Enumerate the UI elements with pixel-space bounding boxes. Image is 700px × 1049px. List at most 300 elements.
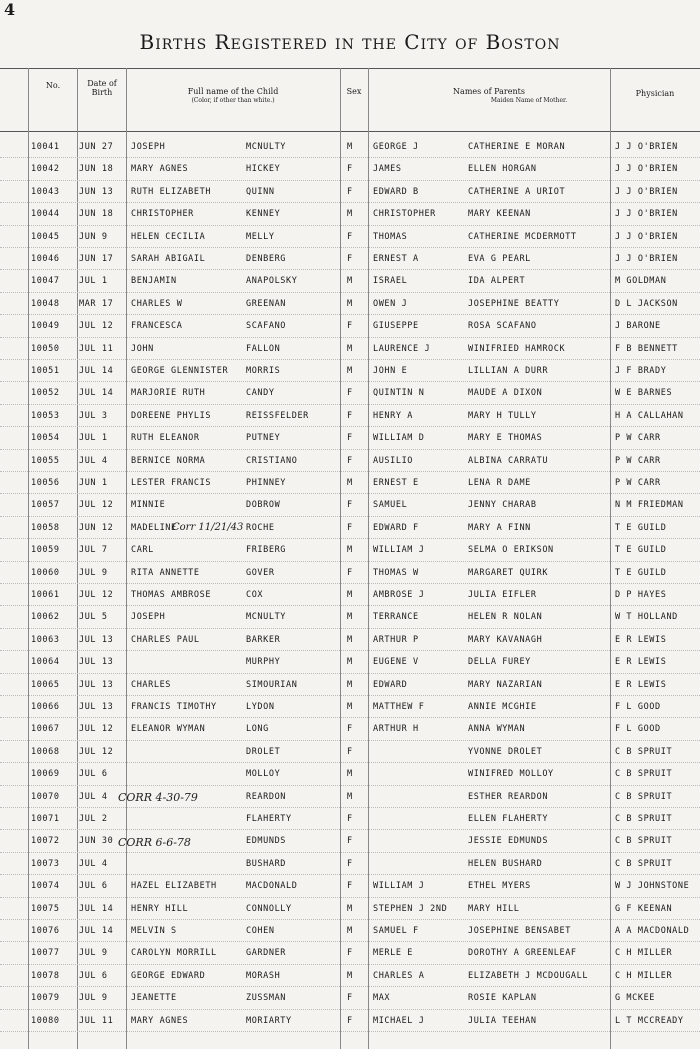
birth-date: JUL 6 bbox=[79, 970, 108, 981]
child-surname: MACDONALD bbox=[246, 881, 298, 892]
child-given-name: GEORGE GLENNISTER bbox=[131, 366, 229, 376]
child-sex: M bbox=[347, 791, 353, 802]
table-row bbox=[0, 874, 700, 897]
child-surname: QUINN bbox=[246, 186, 275, 197]
birth-date: JUL 13 bbox=[79, 657, 114, 668]
birth-date: JUL 4 bbox=[79, 791, 108, 802]
child-sex: F bbox=[347, 993, 353, 1004]
birth-date: JUL 9 bbox=[79, 993, 108, 1004]
child-sex: F bbox=[347, 254, 353, 264]
birth-date: JUL 1 bbox=[79, 433, 108, 444]
child-given-name: CAROLYN MORRILL bbox=[131, 948, 217, 959]
mother-maiden-name: WINIFRIED HAMROCK bbox=[468, 343, 566, 354]
birth-date: JUN 30 bbox=[79, 836, 114, 847]
table-row bbox=[0, 897, 700, 920]
child-sex: M bbox=[347, 769, 353, 780]
physician-name: H A CALLAHAN bbox=[615, 410, 684, 421]
header-parents bbox=[368, 69, 610, 131]
record-number: 10066 bbox=[31, 702, 60, 712]
child-sex: F bbox=[347, 321, 353, 332]
table-row bbox=[0, 1009, 700, 1032]
father-name: THOMAS bbox=[373, 231, 408, 242]
father-name: EDWARD B bbox=[373, 186, 419, 197]
child-sex: M bbox=[347, 209, 353, 220]
physician-name: F L GOOD bbox=[615, 724, 661, 735]
physician-name: P W CARR bbox=[615, 433, 661, 444]
physician-name: D P HAYES bbox=[615, 590, 667, 600]
child-surname: SIMOURIAN bbox=[246, 679, 298, 690]
correction-note-10070: CORR 4-30-79 bbox=[118, 791, 198, 804]
father-name: ARTHUR H bbox=[373, 724, 419, 735]
birth-date: JUL 13 bbox=[79, 679, 114, 690]
physician-name: C B SPRUIT bbox=[615, 769, 673, 780]
record-number: 10077 bbox=[31, 948, 60, 959]
physician-name: G F KEENAN bbox=[615, 903, 673, 914]
mother-maiden-name: JOSEPHINE BENSABET bbox=[468, 926, 571, 936]
table-row bbox=[0, 225, 700, 248]
physician-name: C B SPRUIT bbox=[615, 814, 673, 824]
child-given-name: MARY AGNES bbox=[131, 164, 189, 175]
birth-date: JUL 11 bbox=[79, 343, 114, 354]
father-name: MICHAEL J bbox=[373, 1015, 425, 1026]
child-given-name: RITA ANNETTE bbox=[131, 567, 200, 578]
header-child-line2: (Color, if other than white.) bbox=[191, 97, 275, 104]
child-given-name: THOMAS AMBROSE bbox=[131, 590, 212, 600]
table-row bbox=[0, 986, 700, 1009]
table-row bbox=[0, 717, 700, 740]
child-given-name: MELVIN S bbox=[131, 926, 177, 936]
table-row bbox=[0, 314, 700, 337]
father-name: ARTHUR P bbox=[373, 634, 419, 645]
mother-maiden-name: ANNIE MCGHIE bbox=[468, 702, 537, 712]
child-sex: M bbox=[347, 970, 353, 981]
child-given-name: LESTER FRANCIS bbox=[131, 478, 212, 488]
birth-date: JUN 18 bbox=[79, 164, 114, 175]
birth-date: JUN 13 bbox=[79, 186, 114, 197]
child-surname: DOBROW bbox=[246, 500, 281, 511]
child-given-name: FRANCIS TIMOTHY bbox=[131, 702, 217, 712]
correction-note-10072: CORR 6-6-78 bbox=[118, 836, 191, 849]
record-number: 10052 bbox=[31, 388, 60, 399]
table-row bbox=[0, 202, 700, 225]
child-surname: GREENAN bbox=[246, 298, 287, 309]
child-surname: EDMUNDS bbox=[246, 836, 287, 847]
birth-date: JUN 18 bbox=[79, 209, 114, 220]
child-given-name: ELEANOR WYMAN bbox=[131, 724, 206, 735]
mother-maiden-name: MARY KAVANAGH bbox=[468, 634, 543, 645]
mother-maiden-name: JULIA EIFLER bbox=[468, 590, 537, 600]
record-number: 10041 bbox=[31, 142, 60, 152]
table-row bbox=[0, 180, 700, 203]
father-name: MERLE E bbox=[373, 948, 414, 959]
physician-name: L T MCCREADY bbox=[615, 1015, 684, 1026]
child-given-name: JOSEPH bbox=[131, 612, 166, 623]
table-row bbox=[0, 964, 700, 987]
record-number: 10072 bbox=[31, 836, 60, 847]
child-sex: M bbox=[347, 926, 353, 936]
child-surname: MCNULTY bbox=[246, 142, 287, 152]
physician-name: J J O'BRIEN bbox=[615, 164, 678, 175]
physician-name: E R LEWIS bbox=[615, 634, 667, 645]
mother-maiden-name: YVONNE DROLET bbox=[468, 746, 543, 757]
table-row bbox=[0, 404, 700, 427]
table-row bbox=[0, 516, 700, 539]
child-given-name: JOSEPH bbox=[131, 142, 166, 152]
record-number: 10070 bbox=[31, 791, 60, 802]
table-row bbox=[0, 381, 700, 404]
header-parents-line1: Names of Parents bbox=[453, 87, 525, 96]
child-sex: F bbox=[347, 231, 353, 242]
mother-maiden-name: CATHERINE E MORAN bbox=[468, 142, 566, 152]
birth-date: JUL 7 bbox=[79, 545, 108, 556]
child-given-name: JOHN bbox=[131, 343, 154, 354]
child-sex: M bbox=[347, 545, 353, 556]
record-number: 10073 bbox=[31, 858, 60, 869]
child-sex: M bbox=[347, 276, 353, 287]
birth-date: MAR 17 bbox=[79, 298, 114, 309]
child-sex: F bbox=[347, 1015, 353, 1026]
child-given-name: JEANETTE bbox=[131, 993, 177, 1004]
birth-date: JUL 6 bbox=[79, 881, 108, 892]
record-number: 10043 bbox=[31, 186, 60, 197]
child-given-name: MARJORIE RUTH bbox=[131, 388, 206, 399]
father-name: SAMUEL bbox=[373, 500, 408, 511]
child-given-name: HENRY HILL bbox=[131, 903, 189, 914]
table-row bbox=[0, 762, 700, 785]
child-surname: MORIARTY bbox=[246, 1015, 292, 1026]
page-title: Births Registered in the City of Boston bbox=[139, 30, 561, 54]
child-given-name: RUTH ELIZABETH bbox=[131, 186, 212, 197]
mother-maiden-name: SELMA O ERIKSON bbox=[468, 545, 554, 556]
physician-name: J J O'BRIEN bbox=[615, 142, 678, 152]
record-number: 10069 bbox=[31, 769, 60, 780]
birth-date: JUN 12 bbox=[79, 522, 114, 533]
child-given-name: SARAH ABIGAIL bbox=[131, 254, 206, 264]
record-number: 10078 bbox=[31, 970, 60, 981]
mother-maiden-name: JENNY CHARAB bbox=[468, 500, 537, 511]
child-surname: PHINNEY bbox=[246, 478, 287, 488]
child-given-name: MADELINE bbox=[131, 522, 177, 533]
mother-maiden-name: ETHEL MYERS bbox=[468, 881, 531, 892]
physician-name: J J O'BRIEN bbox=[615, 254, 678, 264]
physician-name: D L JACKSON bbox=[615, 298, 678, 309]
physician-name: C B SPRUIT bbox=[615, 746, 673, 757]
father-name: EDWARD F bbox=[373, 522, 419, 533]
mother-maiden-name: ANNA WYMAN bbox=[468, 724, 526, 735]
record-number: 10079 bbox=[31, 993, 60, 1004]
mother-maiden-name: JESSIE EDMUNDS bbox=[468, 836, 549, 847]
physician-name: C B SPRUIT bbox=[615, 836, 673, 847]
father-name: CHRISTOPHER bbox=[373, 209, 436, 220]
birth-date: JUL 6 bbox=[79, 769, 108, 780]
mother-maiden-name: MARY E THOMAS bbox=[468, 433, 543, 444]
child-surname: CANDY bbox=[246, 388, 275, 399]
record-number: 10074 bbox=[31, 881, 60, 892]
child-surname: PUTNEY bbox=[246, 433, 281, 444]
child-given-name: GEORGE EDWARD bbox=[131, 970, 206, 981]
father-name: SAMUEL F bbox=[373, 926, 419, 936]
record-number: 10051 bbox=[31, 366, 60, 376]
mother-maiden-name: ELLEN FLAHERTY bbox=[468, 814, 549, 824]
father-name: ISRAEL bbox=[373, 276, 408, 287]
child-surname: FRIBERG bbox=[246, 545, 287, 556]
physician-name: E R LEWIS bbox=[615, 679, 667, 690]
birth-date: JUL 4 bbox=[79, 858, 108, 869]
child-given-name: MARY AGNES bbox=[131, 1015, 189, 1026]
table-row bbox=[0, 538, 700, 561]
record-number: 10048 bbox=[31, 298, 60, 309]
physician-name: N M FRIEDMAN bbox=[615, 500, 684, 511]
table-row bbox=[0, 829, 700, 852]
mother-maiden-name: CATHERINE MCDERMOTT bbox=[468, 231, 577, 242]
child-given-name: CHRISTOPHER bbox=[131, 209, 194, 220]
child-surname: ROCHE bbox=[246, 522, 275, 533]
child-sex: M bbox=[347, 657, 353, 668]
header-date-line2: Birth bbox=[91, 88, 113, 97]
child-sex: F bbox=[347, 500, 353, 511]
father-name: TERRANCE bbox=[373, 612, 419, 623]
table-row bbox=[0, 740, 700, 763]
mother-maiden-name: CATHERINE A URIOT bbox=[468, 186, 566, 197]
child-surname: BARKER bbox=[246, 634, 281, 645]
mother-maiden-name: LILLIAN A DURR bbox=[468, 366, 549, 376]
table-row bbox=[0, 157, 700, 180]
mother-maiden-name: MARY HILL bbox=[468, 903, 520, 914]
child-sex: F bbox=[347, 410, 353, 421]
physician-name: T E GUILD bbox=[615, 567, 667, 578]
father-name: OWEN J bbox=[373, 298, 408, 309]
child-surname: CONNOLLY bbox=[246, 903, 292, 914]
child-given-name: CHARLES bbox=[131, 679, 172, 690]
header-physician bbox=[610, 69, 700, 131]
child-sex: F bbox=[347, 388, 353, 399]
birth-date: JUL 13 bbox=[79, 702, 114, 712]
birth-date: JUL 5 bbox=[79, 612, 108, 623]
child-sex: M bbox=[347, 702, 353, 712]
correction-note-10058: Corr 11/21/43 bbox=[172, 522, 244, 533]
mother-maiden-name: ESTHER REARDON bbox=[468, 791, 549, 802]
physician-name: M GOLDMAN bbox=[615, 276, 667, 287]
physician-name: J J O'BRIEN bbox=[615, 231, 678, 242]
mother-maiden-name: DOROTHY A GREENLEAF bbox=[468, 948, 577, 959]
father-name: QUINTIN N bbox=[373, 388, 425, 399]
birth-date: JUL 12 bbox=[79, 500, 114, 511]
mother-maiden-name: ROSIE KAPLAN bbox=[468, 993, 537, 1004]
child-sex: F bbox=[347, 724, 353, 735]
physician-name: A A MACDONALD bbox=[615, 926, 690, 936]
header-parents-line2: Maiden Name of Mother. bbox=[490, 97, 568, 104]
birth-date: JUN 27 bbox=[79, 142, 114, 152]
header-physician-label: Physician bbox=[635, 89, 675, 98]
birth-date: JUL 4 bbox=[79, 455, 108, 466]
father-name: EDWARD bbox=[373, 679, 408, 690]
table-row bbox=[0, 471, 700, 494]
child-sex: F bbox=[347, 858, 353, 869]
child-surname: COX bbox=[246, 590, 264, 600]
birth-date: JUL 1 bbox=[79, 276, 108, 287]
table-row bbox=[0, 941, 700, 964]
header-child bbox=[126, 69, 340, 131]
table-row bbox=[0, 583, 700, 606]
mother-maiden-name: MARY NAZARIAN bbox=[468, 679, 543, 690]
physician-name: P W CARR bbox=[615, 455, 661, 466]
birth-date: JUL 11 bbox=[79, 1015, 114, 1026]
child-given-name: DOREENE PHYLIS bbox=[131, 410, 212, 421]
record-number: 10062 bbox=[31, 612, 60, 623]
mother-maiden-name: MARY A FINN bbox=[468, 522, 531, 533]
physician-name: E R LEWIS bbox=[615, 657, 667, 668]
table-row bbox=[0, 269, 700, 292]
record-number: 10071 bbox=[31, 814, 60, 824]
father-name: ERNEST A bbox=[373, 254, 419, 264]
child-surname: MORASH bbox=[246, 970, 281, 981]
child-surname: FALLON bbox=[246, 343, 281, 354]
child-given-name: CARL bbox=[131, 545, 154, 556]
record-number: 10057 bbox=[31, 500, 60, 511]
table-row bbox=[0, 695, 700, 718]
record-number: 10058 bbox=[31, 522, 60, 533]
table-row bbox=[0, 337, 700, 360]
child-surname: BUSHARD bbox=[246, 858, 287, 869]
child-given-name: HELEN CECILIA bbox=[131, 231, 206, 242]
record-number: 10075 bbox=[31, 903, 60, 914]
child-surname: LYDON bbox=[246, 702, 275, 712]
child-surname: FLAHERTY bbox=[246, 814, 292, 824]
table-header bbox=[0, 68, 700, 132]
father-name: AUSILIO bbox=[373, 455, 414, 466]
child-sex: F bbox=[347, 164, 353, 175]
record-number: 10064 bbox=[31, 657, 60, 668]
birth-date: JUL 12 bbox=[79, 590, 114, 600]
physician-name: J BARONE bbox=[615, 321, 661, 332]
physician-name: J J O'BRIEN bbox=[615, 186, 678, 197]
header-date-line1: Date of bbox=[87, 79, 117, 88]
father-name: JOHN E bbox=[373, 366, 408, 376]
physician-name: W J JOHNSTONE bbox=[615, 881, 690, 892]
physician-name: P W CARR bbox=[615, 478, 661, 488]
record-number: 10060 bbox=[31, 567, 60, 578]
child-sex: F bbox=[347, 746, 353, 757]
table-row bbox=[0, 449, 700, 472]
record-number: 10045 bbox=[31, 231, 60, 242]
physician-name: C H MILLER bbox=[615, 948, 673, 959]
record-number: 10063 bbox=[31, 634, 60, 645]
birth-date: JUL 14 bbox=[79, 366, 114, 376]
table-row bbox=[0, 292, 700, 315]
header-date bbox=[78, 69, 126, 131]
father-name: WILLIAM D bbox=[373, 433, 425, 444]
child-surname: ANAPOLSKY bbox=[246, 276, 298, 287]
child-sex: M bbox=[347, 679, 353, 690]
child-surname: MCNULTY bbox=[246, 612, 287, 623]
child-surname: REISSFELDER bbox=[246, 410, 309, 421]
mother-maiden-name: ROSA SCAFANO bbox=[468, 321, 537, 332]
child-sex: M bbox=[347, 612, 353, 623]
record-number: 10076 bbox=[31, 926, 60, 936]
mother-maiden-name: MARY H TULLY bbox=[468, 410, 537, 421]
child-surname: DENBERG bbox=[246, 254, 287, 264]
child-sex: M bbox=[347, 478, 353, 488]
child-surname: GOVER bbox=[246, 567, 275, 578]
birth-date: JUN 17 bbox=[79, 254, 114, 264]
header-child-line1: Full name of the Child bbox=[187, 87, 279, 96]
child-surname: LONG bbox=[246, 724, 269, 735]
mother-maiden-name: LENA R DAME bbox=[468, 478, 531, 488]
birth-date: JUL 14 bbox=[79, 903, 114, 914]
table-row bbox=[0, 807, 700, 830]
child-sex: F bbox=[347, 455, 353, 466]
child-sex: F bbox=[347, 814, 353, 824]
physician-name: C H MILLER bbox=[615, 970, 673, 981]
child-sex: F bbox=[347, 567, 353, 578]
mother-maiden-name: WINIFRED MOLLOY bbox=[468, 769, 554, 780]
table-row bbox=[0, 247, 700, 270]
record-number: 10054 bbox=[31, 433, 60, 444]
record-number: 10059 bbox=[31, 545, 60, 556]
father-name: ERNEST E bbox=[373, 478, 419, 488]
birth-date: JUL 9 bbox=[79, 567, 108, 578]
father-name: HENRY A bbox=[373, 410, 414, 421]
child-surname: ZUSSMAN bbox=[246, 993, 287, 1004]
father-name: STEPHEN J 2ND bbox=[373, 903, 448, 914]
father-name: GIUSEPPE bbox=[373, 321, 419, 332]
child-sex: M bbox=[347, 142, 353, 152]
father-name: AMBROSE J bbox=[373, 590, 425, 600]
child-sex: M bbox=[347, 590, 353, 600]
header-sex-label: Sex bbox=[346, 87, 362, 96]
child-surname: MOLLOY bbox=[246, 769, 281, 780]
child-surname: MORRIS bbox=[246, 366, 281, 376]
mother-maiden-name: HELEN R NOLAN bbox=[468, 612, 543, 623]
child-given-name: MINNIE bbox=[131, 500, 166, 511]
mother-maiden-name: JOSEPHINE BEATTY bbox=[468, 298, 560, 309]
birth-date: JUL 12 bbox=[79, 724, 114, 735]
table-row bbox=[0, 852, 700, 875]
table-row bbox=[0, 673, 700, 696]
child-given-name: RUTH ELEANOR bbox=[131, 433, 200, 444]
father-name: GEORGE J bbox=[373, 142, 419, 152]
physician-name: T E GUILD bbox=[615, 522, 667, 533]
child-surname: HICKEY bbox=[246, 164, 281, 175]
birth-date: JUL 9 bbox=[79, 948, 108, 959]
record-number: 10046 bbox=[31, 254, 60, 264]
child-sex: M bbox=[347, 343, 353, 354]
birth-date: JUL 14 bbox=[79, 926, 114, 936]
child-given-name: BENJAMIN bbox=[131, 276, 177, 287]
table-row bbox=[0, 785, 700, 808]
record-number: 10055 bbox=[31, 455, 60, 466]
birth-date: JUN 9 bbox=[79, 231, 108, 242]
child-sex: F bbox=[347, 522, 353, 533]
record-number: 10042 bbox=[31, 164, 60, 175]
table-row bbox=[0, 135, 700, 158]
father-name: MATTHEW F bbox=[373, 702, 425, 712]
record-number: 10056 bbox=[31, 478, 60, 488]
mother-maiden-name: MARY KEENAN bbox=[468, 209, 531, 220]
physician-name: F L GOOD bbox=[615, 702, 661, 712]
table-row bbox=[0, 561, 700, 584]
child-surname: SCAFANO bbox=[246, 321, 287, 332]
mother-maiden-name: JULIA TEEHAN bbox=[468, 1015, 537, 1026]
mother-maiden-name: EVA G PEARL bbox=[468, 254, 531, 264]
birth-date: JUL 14 bbox=[79, 388, 114, 399]
father-name: CHARLES A bbox=[373, 970, 425, 981]
record-number: 10053 bbox=[31, 410, 60, 421]
child-given-name: BERNICE NORMA bbox=[131, 455, 206, 466]
child-sex: M bbox=[347, 366, 353, 376]
child-given-name: CHARLES PAUL bbox=[131, 634, 200, 645]
child-surname: GARDNER bbox=[246, 948, 287, 959]
